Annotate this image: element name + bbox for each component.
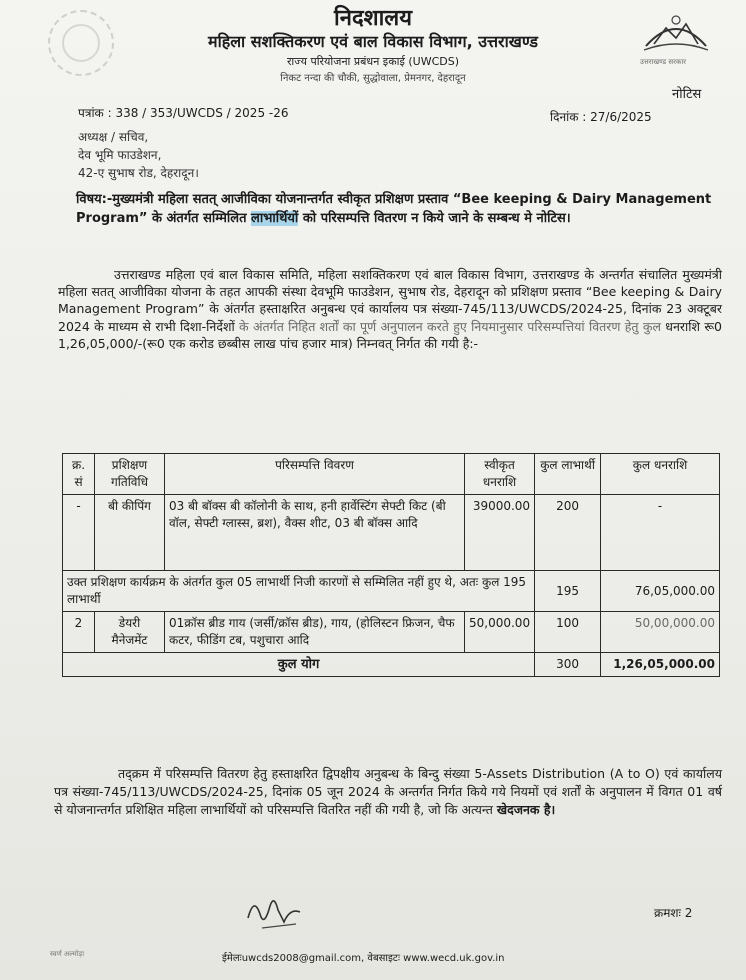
addressee-line: देव भूमि फाउडेशन, [78, 148, 162, 162]
cell-total: 76,05,000.00 [601, 571, 720, 612]
date-label: दिनांक : [550, 110, 587, 124]
date-value: 27/6/2025 [590, 110, 652, 124]
cell-approved: 39000.00 [465, 495, 535, 571]
cell-details: 01क्रॉस ब्रीड गाय (जर्सी/क्रॉस ब्रीड), गाय, (होलिस्टन फ्रिजन, चैफ कटर, फीडिंग टब, पशुचारा आदि [165, 612, 465, 653]
addressee-line: 42-ए सुभाष रोड, देहरादून। [78, 166, 199, 180]
para2-bold-text: खेदजनक है। [496, 802, 556, 817]
header-beneficiaries: कुल लाभार्थी [535, 454, 601, 495]
unit-name: राज्य परियोजना प्रबंधन इकाई (UWCDS) [286, 55, 460, 68]
department-name: महिला सशक्तिकरण एवं बाल विकास विभाग, उत्तराखण्ड [208, 32, 538, 51]
para-text: उत्तराखण्ड महिला एवं बाल विकास समिति, महिला सशक्तिकरण एवं बाल विकास विभाग, उत्तराखण्ड के अन्तर्गत संचालित मुख्यमंत्री महिला सतत् आजीविका योजना के तहत आपकी संस्था देवभूमि फाउडेशन, सुभाष रोड, देहरादून को प्रशिक्षण प्रस्ताव “Bee keeping & Dairy Management Program” के अंतर्गत हस्ताक्षरित अनुबन्ध एवं कार्यालय पत्र संख्या-745/113/UWCDS/2024-25, दिनांक 23 अक्टूबर 2024 के माध्यम से राभी दिशा-निर्देशों [58, 267, 722, 334]
cell-total: - [601, 495, 720, 571]
subject [76, 190, 726, 228]
cell-beneficiaries: 100 [535, 612, 601, 653]
office-address: निकट नन्दा की चौकी, सुद्धोवाला, प्रेमनगर, देहरादून [280, 73, 466, 84]
footer-note: स्वर्ण अल्मोड़ा [50, 950, 85, 958]
cell-activity: बी कीपिंग [95, 495, 165, 571]
para-faint-text: के अंतर्गत निहित शर्तों का पूर्ण अनुपालन करते हुए नियमानुसार परिसम्पत्तियां वितरण हेतु कुल [239, 318, 661, 334]
letter-date [550, 108, 652, 125]
addressee-line: अध्यक्ष / सचिव, [78, 130, 149, 144]
body-paragraph [58, 266, 722, 352]
reference-number [78, 104, 289, 121]
ref-value: 338 / 353/UWCDS / 2025 -26 [115, 106, 289, 120]
table-total-row [63, 653, 720, 677]
govt-logo [636, 8, 716, 56]
total-beneficiaries: 300 [535, 653, 601, 677]
subject-text: मुख्यमंत्री महिला सतत् आजीविका योजनान्तर्गत स्वीकृत प्रशिक्षण प्रस्ताव “Bee keeping & Dairy Management Program” के अंतर्गत सम्मिलित [76, 192, 712, 226]
para2-text: तद्क्रम में परिसम्पत्ति वितरण हेतु हस्ताक्षरित द्विपक्षीय अनुबन्ध के बिन्दु संख्या 5-Assets Distribution (A to O) एवं कार्यालय पत्र संख्या-745/113/UWCDS/2024-25, दिनांक 05 जून 2024 के अन्तर्गत निर्गत किये गये नियमों एवं शर्तों के अनुपालन में विगत 01 वर्ष से योजनान्तर्गत प्रशिक्षित महिला लाभार्थियों को परिसम्पत्ति वितरित नहीं की गयी है, जो कि अत्यन्त [54, 766, 722, 817]
table-header-row [63, 454, 720, 495]
grand-total: 1,26,05,000.00 [601, 653, 720, 677]
cell-beneficiaries: 200 [535, 495, 601, 571]
subject-prefix: विषय:- [76, 192, 113, 207]
table-row [63, 495, 720, 571]
distribution-table [62, 453, 720, 677]
cell-approved: 50,000.00 [465, 612, 535, 653]
subject-text-end: को परिसम्पत्ति वितरण न किये जाने के सम्बन्ध मे नोटिस। [298, 211, 571, 226]
logo-caption: उत्तराखण्ड सरकार [640, 58, 687, 66]
cell-sn: 2 [63, 612, 95, 653]
footer-contact: ईमेलःuwcds2008@gmail.com, वेबसाइटः www.wecd.uk.gov.in [222, 953, 505, 964]
cell-details: 03 बी बॉक्स बी कॉलोनी के साथ, हनी हार्वेस्टिंग सेफ्टी किट (बी वॉल, सेफ्टी ग्लास्स, ब्रश), वैक्स शीट, 03 बी बॉक्स आदि [165, 495, 465, 571]
table-row [63, 571, 720, 612]
cell-activity: डेयरी मैनेजमेंट [95, 612, 165, 653]
header-total: कुल धनराशि [601, 454, 720, 495]
para-text-end: धनराशि रू0 1,26,05,000/-(रू0 एक करोड छब्बीस लाख पांच हजार मात्र) निम्नवत् निर्गत की गयी है:- [58, 318, 723, 351]
highlighted-text: लाभार्थियों [251, 211, 299, 226]
header-sn: क्र. सं [63, 454, 95, 495]
cell-sn: - [63, 495, 95, 571]
header-details: परिसम्पत्ति विवरण [165, 454, 465, 495]
cell-beneficiaries: 195 [535, 571, 601, 612]
cell-note: उक्त प्रशिक्षण कार्यक्रम के अंतर्गत कुल 05 लाभार्थी निजी कारणों से सम्मिलित नहीं हुए थे, अतः कुल 195 लाभार्थी [63, 571, 535, 612]
header-approved: स्वीकृत धनराशि [465, 454, 535, 495]
ref-label: पत्रांक : [78, 106, 112, 120]
table-row [63, 612, 720, 653]
cell-total: 50,00,000.00 [601, 612, 720, 653]
office-title: निदशालय [334, 6, 412, 31]
continued-marker: क्रमशः 2 [654, 906, 693, 920]
body-paragraph-2 [54, 765, 722, 819]
header-activity: प्रशिक्षण गतिविधि [95, 454, 165, 495]
signature [240, 888, 310, 938]
total-label: कुल योग [63, 653, 535, 677]
notice-label: नोटिस [672, 87, 702, 102]
